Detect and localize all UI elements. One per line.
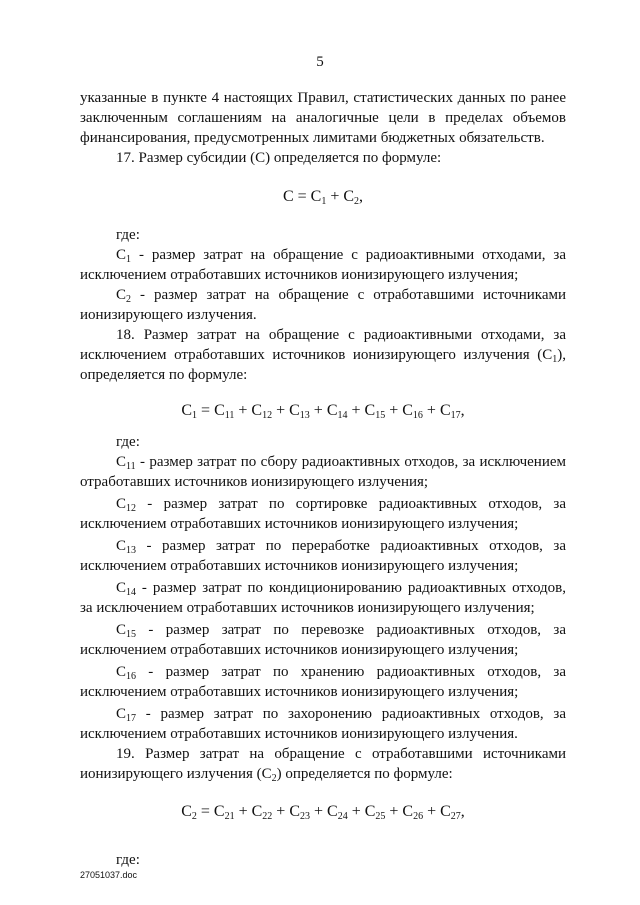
definition-item: $С_{12}$ - размер затрат по сортировке радиоактивных отходов, за исключением отработавших источников ионизирующего излучения;: [80, 496, 566, 532]
paragraph-19: 19. Размер затрат на обращение с отработавшими источниками ионизирующего излучения $(С_2)$ определяется по формуле:: [80, 746, 566, 784]
definition-item: $С_{11}$ - размер затрат по сбору радиоактивных отходов, за исключением отработавших источников ионизирующего излучения;: [80, 454, 566, 490]
where-label-1: где:: [116, 227, 140, 243]
intro-paragraph: указанные в пункте 4 настоящих Правил, статистических данных по ранее заключенным соглашениям на аналогичные цели в пределах объемов финансирования, предусмотренных лимитами бюджетных обязательств.: [80, 90, 566, 146]
formula-c1: $С_1 = С_{11} + С_{12} + С_{13} + С_{14} + С_{15} + С_{16} + С_{17}$,: [181, 402, 465, 421]
definition-item: $С_{16}$ - размер затрат по хранению радиоактивных отходов, за исключением отработавших источников ионизирующего излучения;: [80, 664, 566, 700]
definition-item: $С_{13}$ - размер затрат по переработке радиоактивных отходов, за исключением отработавших источников ионизирующего излучения;: [80, 538, 566, 574]
document-body: [80, 88, 566, 870]
page-number: 5: [316, 54, 324, 70]
definitions-list-2: [80, 452, 566, 744]
formula-c2: $С_2 = С_{21} + С_{22} + С_{23} + С_{24} + С_{25} + С_{26} + С_{27}$,: [181, 803, 465, 822]
formula-c: $С = С_1 + С_2$,: [282, 188, 364, 207]
definition-item: $С_{15}$ - размер затрат по перевозке радиоактивных отходов, за исключением отработавших источников ионизирующего излучения;: [80, 622, 566, 658]
definitions-list-1: [80, 245, 566, 325]
definition-item: $С_{17}$ - размер затрат по захоронению радиоактивных отходов, за исключением отработавших источников ионизирующего излучения.: [80, 706, 566, 742]
definition-item: $С_2$ - размер затрат на обращение с отработавшими источниками ионизирующего излучения.: [80, 287, 566, 323]
paragraph-18: 18. Размер затрат на обращение с радиоактивными отходами, за исключением отработавших источников ионизирующего излучения $(С_1)$, определяется по формуле:: [80, 327, 566, 383]
where-label-3: где:: [116, 852, 140, 868]
paragraph-17: 17. Размер субсидии (С) определяется по формуле:: [116, 150, 442, 166]
file-name-footer: 27051037.doc: [80, 870, 138, 880]
definition-item: $С_1$ - размер затрат на обращение с радиоактивными отходами, за исключением отработавших источников ионизирующего излучения;: [80, 247, 566, 283]
where-label-2: где:: [116, 434, 140, 450]
definition-item: $С_{14}$ - размер затрат по кондиционированию радиоактивных отходов, за исключением отработавших источников ионизирующего излучения;: [80, 580, 566, 616]
